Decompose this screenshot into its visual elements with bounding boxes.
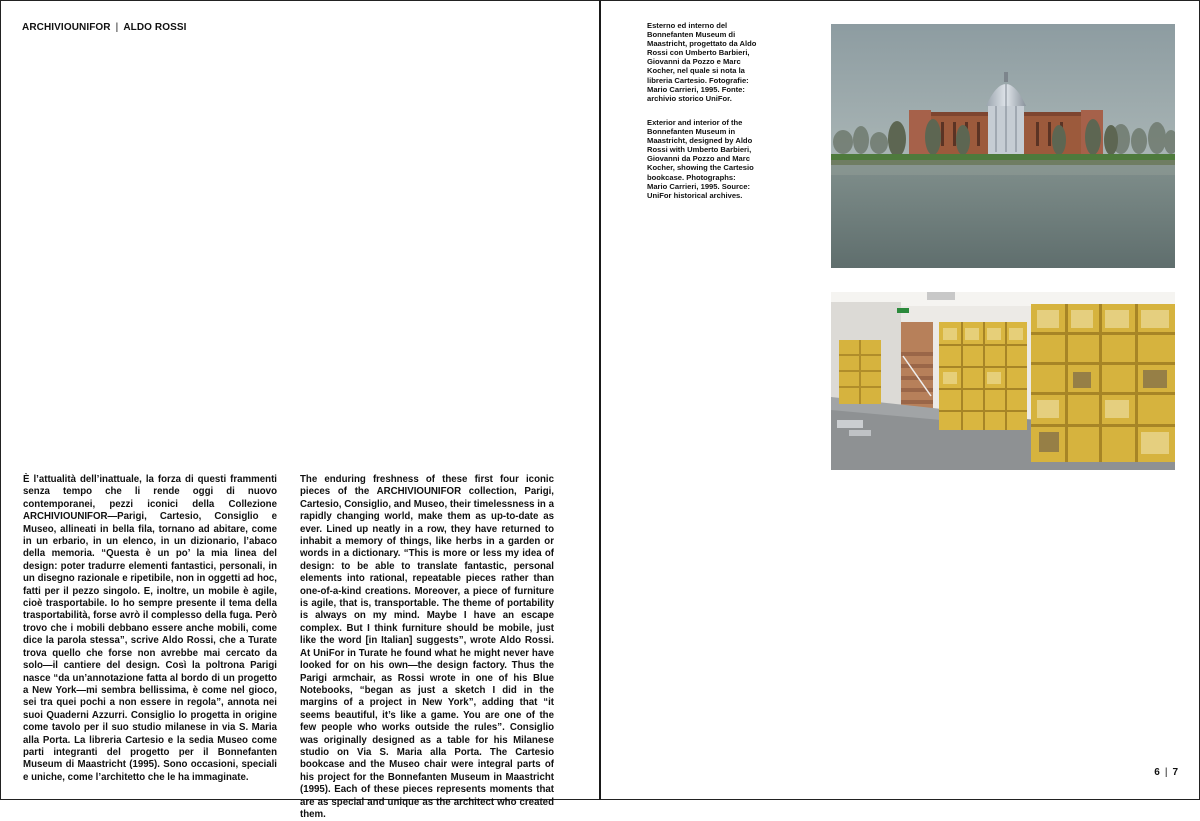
photo-museum-exterior	[831, 24, 1175, 268]
page-number-right: 7	[1172, 767, 1178, 778]
body-text-english: The enduring freshness of these first four iconic pieces of the ARCHIVIOUNIFOR collection, Parigi, Cartesio, Consiglio, and Museo, their timelessness in a rapidly changing world, make them as up-to-date as ever. Lined up neatly in a row, they have returned to inhabit a memory of things, like herbs in a garden or words in a dictionary. “This is more or less my idea of design: to be able to translate fantastic, personal elements into rational, repeatable pieces rather than one-of-a-kind creations. Moreover, a piece of furniture is agile, that is, transportable. The theme of portability is always on my mind. Maybe I have an escape complex. But I think furniture should be mobile, just like the word [in Italian] suggests”, wrote Aldo Rossi. At UniFor in Turate he found what he might never have looked for on his own—the design factory. Thus the Parigi armchair, as Rossi wrote in one of his Blue Notebooks, “began as just a sketch I did in the margins of a project in New York”, adding that “it seems beautiful, it’s like a game. You are one of the few people who works outside the rules”. Consiglio was originally designed as a table for his Milanese studio on Via S. Maria alla Porta. The Cartesio bookcase and the Museo chair were integral parts of his project for the Bonnefanten Museum in Maastricht (1995). Each of these pieces represents moments that are as special and unique as the architect who created them.	[300, 474, 554, 820]
page-number-separator: |	[1164, 767, 1168, 778]
caption-italian: Esterno ed interno del Bonnefanten Museum di Maastricht, progettato da Aldo Rossi con Umberto Barbieri, Giovanni da Pozzo e Marc Kocher, nel quale si nota la libreria Cartesio. Fotografie: Mario Carrieri, 1995. Fonte: archivio storico UniFor.	[647, 21, 757, 103]
running-head	[22, 22, 187, 33]
right-page	[601, 0, 1200, 800]
photo-museum-interior-cartesio	[831, 292, 1175, 470]
body-text-italian: È l’attualità dell’inattuale, la forza di questi frammenti senza tempo che li rende oggi di nuovo contemporanei, pezzi iconici della Collezione ARCHIVIOUNIFOR—Parigi, Cartesio, Consiglio e Museo, allineati in bella fila, tornano ad abitare, come in un erbario, in un elenco, in un dizionario, l’abaco della memoria. “Questa è un po’ la mia linea del design: poter tradurre elementi fantastici, personali, in un disegno razionale e ripetibile, non in oggetti ad hoc, fatti per il pezzo singolo. E, inoltre, un mobile è agile, cioè trasportabile. Io ho sempre presente il tema della trasportabilità, forse avrò il complesso della fuga. Però trovo che i mobili debbano essere anche mobili, come dice la parola stessa”, scrive Aldo Rossi, che a Turate trova quello che forse non avrebbe mai cercato da solo—il cantiere del design. Così la poltrona Parigi nasce “da un’annotazione fatta al bordo di un progetto a New York—mi sembra bellissima, è come nel gioco, sei tra quei pochi a non essere in regola”, annota nei suoi Quaderni Azzurri. Consiglio lo progetta in origine come tavolo per il suo studio milanese in via S. Maria alla Porta. La libreria Cartesio e la sedia Museo come parti integranti del progetto per il Bonnefanten Museum di Maastricht (1995). Sono occasioni, speciali e uniche, come l’architetto che le ha immaginate.	[23, 474, 277, 783]
running-head-author: ALDO ROSSI	[123, 22, 187, 33]
page-numbers	[1154, 767, 1178, 778]
running-head-separator: |	[115, 22, 119, 33]
caption-english: Exterior and interior of the Bonnefanten Museum in Maastricht, designed by Aldo Rossi with Umberto Barbieri, Giovanni da Pozzo and Marc Kocher, showing the Cartesio bookcase. Photographs: Mario Carrieri, 1995. Source: UniFor historical archives.	[647, 118, 754, 200]
running-head-brand: ARCHIVIOUNIFOR	[22, 22, 111, 33]
left-page	[0, 0, 599, 820]
page-number-left: 6	[1154, 767, 1160, 778]
